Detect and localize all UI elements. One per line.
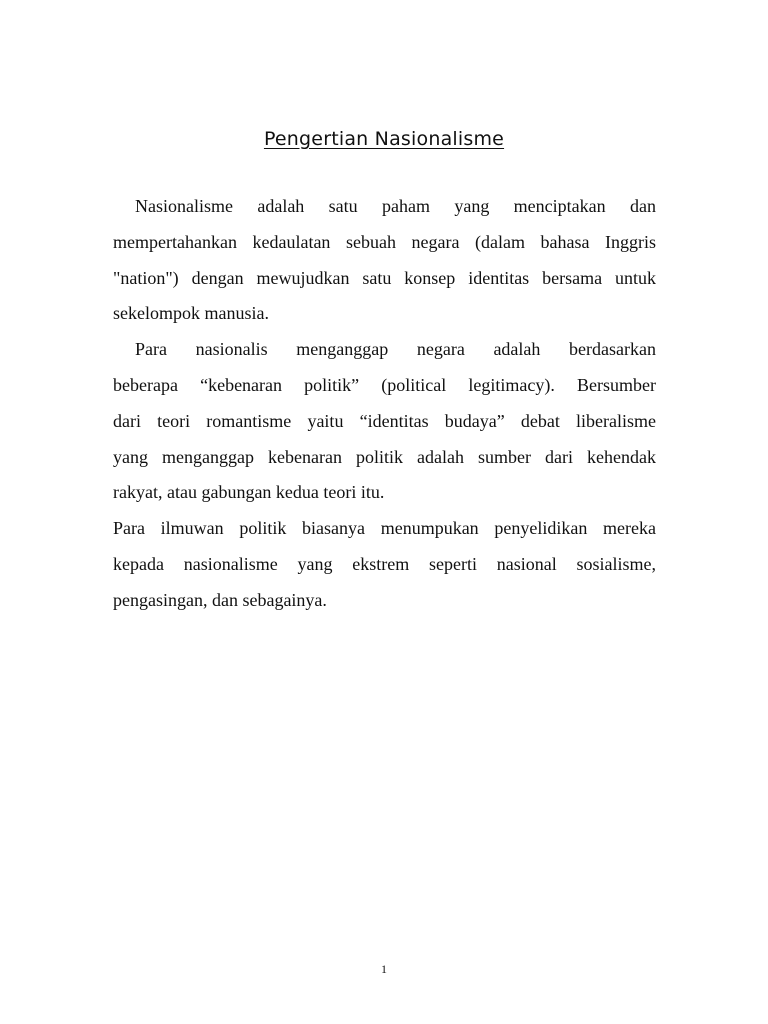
text-line: Para ilmuwan politik biasanya menumpukan penyelidikan mereka: [113, 518, 656, 539]
text-line: rakyat, atau gabungan kedua teori itu.: [113, 482, 385, 503]
paragraph-2: [113, 332, 656, 511]
text-line: dari teori romantisme yaitu “identitas budaya” debat liberalisme: [113, 410, 656, 431]
text-line: "nation") dengan mewujudkan satu konsep identitas bersama untuk: [113, 267, 656, 288]
text-line: pengasingan, dan sebagainya.: [113, 589, 327, 610]
text-line: kepada nasionalisme yang ekstrem seperti nasional sosialisme,: [113, 553, 656, 574]
text-line: yang menganggap kebenaran politik adalah sumber dari kehendak: [113, 446, 656, 467]
text-line: sekelompok manusia.: [113, 303, 269, 324]
text-line: mempertahankan kedaulatan sebuah negara (dalam bahasa Inggris: [113, 231, 656, 252]
document-body: [113, 189, 656, 619]
text-line: Nasionalisme adalah satu paham yang menciptakan dan: [135, 196, 656, 216]
text-line: beberapa “kebenaran politik” (political legitimacy). Bersumber: [113, 374, 656, 395]
text-line: Para nasionalis menganggap negara adalah berdasarkan: [135, 339, 656, 360]
document-title: Pengertian Nasionalisme: [263, 128, 505, 150]
paragraph-1: [113, 189, 656, 332]
page-number: 1: [381, 962, 387, 976]
paragraph-3: [113, 511, 656, 618]
